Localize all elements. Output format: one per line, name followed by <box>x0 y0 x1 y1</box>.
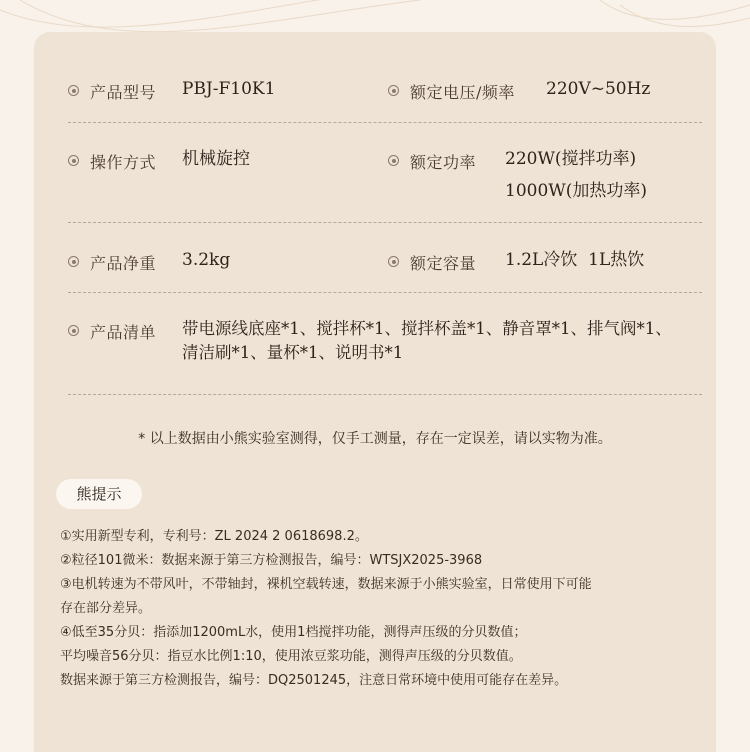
tips-list <box>60 525 710 693</box>
tip-line: 平均噪音56分贝：指豆水比例1:10，使用浓豆浆功能，测得声压级的分贝数值。 <box>60 649 522 664</box>
spec-label: 产品净重 <box>90 254 157 273</box>
spec-label: 产品型号 <box>90 83 157 102</box>
spec-operation <box>68 149 250 173</box>
spec-label: 操作方式 <box>90 153 157 172</box>
tip-line: ②粒径101微米：数据来源于第三方检测报告，编号：WTSJX2025-3968 <box>60 553 483 568</box>
measurement-note: * 以上数据由小熊实验室测得，仅手工测量，存在一定误差，请以实物为准。 <box>138 431 612 447</box>
spec-value-block <box>182 320 672 368</box>
spec-label: 产品清单 <box>90 323 157 342</box>
dashed-divider <box>68 222 702 223</box>
spec-value: 带电源线底座*1、搅拌杯*1、搅拌杯盖*1、静音罩*1、排气阀*1、 <box>182 319 672 338</box>
tip-line: ③电机转速为不带风叶，不带轴封，裸机空载转速，数据来源于小熊实验室，日常使用下可能 <box>60 577 592 592</box>
spec-weight <box>68 250 231 274</box>
spec-label: 额定容量 <box>410 254 477 273</box>
spec-value-block <box>505 150 647 206</box>
spec-value: 220W(搅拌功率) <box>505 149 637 169</box>
spec-value: 机械旋控 <box>182 149 250 169</box>
spec-value: 1000W(加热功率) <box>505 181 648 201</box>
circle-bullet-icon <box>68 85 79 96</box>
spec-value: 220V~50Hz <box>546 79 651 99</box>
spec-capacity <box>388 250 645 274</box>
tip-line: 数据来源于第三方检测报告，编号：DQ2501245，注意日常环境中使用可能存在差异。 <box>60 673 568 688</box>
spec-label: 额定电压/频率 <box>410 83 515 102</box>
spec-model <box>68 79 276 103</box>
tip-line: 存在部分差异。 <box>60 601 152 616</box>
spec-power <box>388 149 648 201</box>
circle-bullet-icon <box>68 256 79 267</box>
circle-bullet-icon <box>388 155 399 166</box>
spec-value: PBJ-F10K1 <box>182 79 276 99</box>
circle-bullet-icon <box>388 256 399 267</box>
dashed-divider <box>68 394 702 395</box>
dashed-divider <box>68 122 702 123</box>
dashed-divider <box>68 292 702 293</box>
spec-value: 3.2kg <box>182 250 231 270</box>
spec-voltage <box>388 79 651 103</box>
tips-title: 熊提示 <box>56 479 142 509</box>
spec-value: 1.2L冷饮 1L热饮 <box>505 250 645 270</box>
spec-label: 额定功率 <box>410 153 477 172</box>
circle-bullet-icon <box>68 155 79 166</box>
spec-package-list <box>68 319 672 362</box>
circle-bullet-icon <box>388 85 399 96</box>
tip-line: ④低至35分贝：指添加1200mL水，使用1档搅拌功能，测得声压级的分贝数值； <box>60 625 527 640</box>
circle-bullet-icon <box>68 325 79 336</box>
tip-line: ①实用新型专利，专利号：ZL 2024 2 0618698.2。 <box>60 529 368 544</box>
spec-value: 清洁刷*1、量杯*1、说明书*1 <box>182 343 404 362</box>
